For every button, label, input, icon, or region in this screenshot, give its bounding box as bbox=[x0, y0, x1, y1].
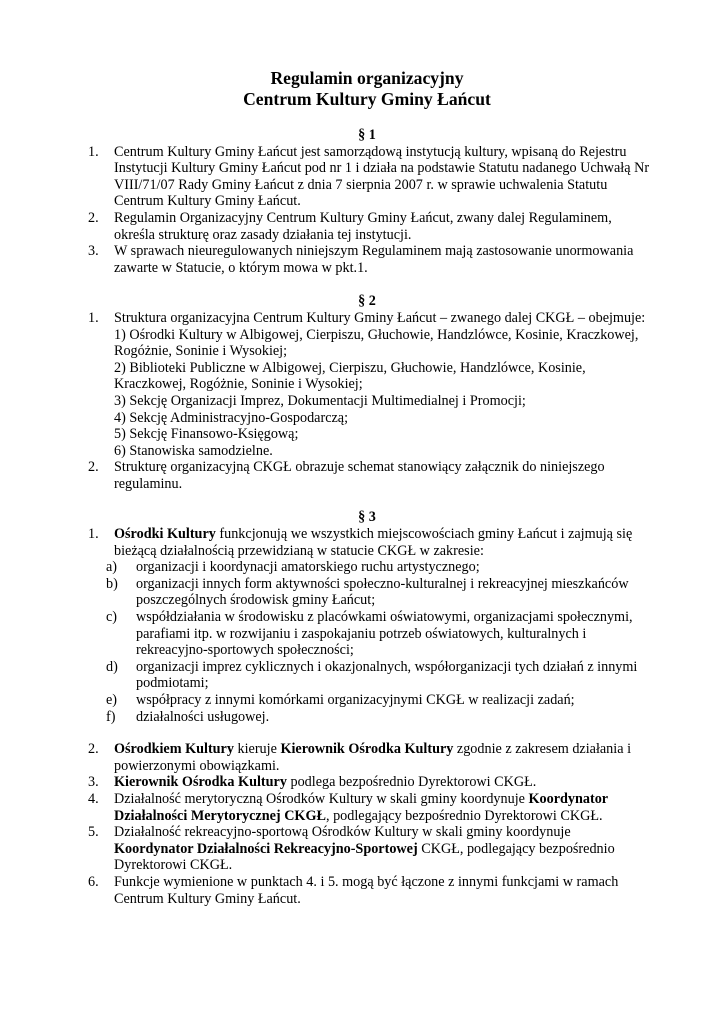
s2-item-1-number: 1. bbox=[88, 309, 99, 326]
s3-item-3-bold: Kierownik Ośrodka Kultury bbox=[114, 774, 287, 791]
s1-item-3 bbox=[88, 243, 652, 276]
s1-item-3-text: W sprawach nieuregulowanych niniejszym Regulaminem mają zastosowanie unormowania zawarte w Statucie, o którym mowa w pkt.1. bbox=[114, 243, 634, 276]
s3-letter-a-text: organizacji i koordynacji amatorskiego ruchu artystycznego; bbox=[136, 559, 480, 576]
s3-item-2-bold-2: Kierownik Ośrodka Kultury bbox=[280, 741, 454, 758]
s3-item-4-text-2: , podlegający bezpośrednio Dyrektorowi CKGŁ. bbox=[325, 807, 603, 824]
s2-sub-2: 2) Biblioteki Publiczne w Albigowej, Cierpiszu, Głuchowie, Handzlówce, Kosinie, Kraczkowej, Rogóżnie, Soninie i Wysokiej; bbox=[114, 359, 586, 393]
s3-item-4-bold: Koordynator Działalności Merytorycznej CKGŁ bbox=[114, 790, 608, 824]
s3-letter-e-text: współpracy z innymi komórkami organizacyjnymi CKGŁ w realizacji zadań; bbox=[136, 692, 575, 708]
s2-sub-5: 5) Sekcję Finansowo-Księgową; bbox=[114, 426, 299, 443]
s1-item-3-number: 3. bbox=[88, 243, 99, 260]
s3-letter-f bbox=[88, 709, 652, 726]
s3-item-3-text: podlega bezpośrednio Dyrektorowi CKGŁ. bbox=[286, 774, 537, 791]
s3-item-4 bbox=[88, 791, 652, 824]
s2-item-2-text: Strukturę organizacyjną CKGŁ obrazuje schemat stanowiący załącznik do niniejszego regulaminu. bbox=[114, 459, 605, 492]
s3-item-5-text-2: CKGŁ, podlegający bezpośrednio Dyrektorowi CKGŁ. bbox=[114, 840, 615, 874]
s3-item-6-number: 6. bbox=[88, 873, 99, 890]
s3-letter-e bbox=[88, 692, 652, 709]
s1-item-1-number: 1. bbox=[88, 143, 99, 160]
s2-sub-4: 4) Sekcję Administracyjno-Gospodarczą; bbox=[114, 409, 349, 426]
document-title bbox=[82, 68, 652, 110]
title-line-2: Centrum Kultury Gminy Łańcut bbox=[243, 89, 491, 109]
s3-item-5-text-1: Działalność rekreacyjno-sportową Ośrodków Kultury w skali gminy koordynuje bbox=[114, 824, 571, 841]
s3-item-2-number: 2. bbox=[88, 741, 99, 758]
s2-item-1 bbox=[88, 310, 652, 459]
s3-item-2-text-1: kieruje bbox=[233, 741, 281, 758]
s3-letter-b-marker: b) bbox=[106, 575, 118, 592]
s3-letter-c bbox=[88, 609, 652, 659]
s3-item-5-bold: Koordynator Działalności Rekreacyjno-Sportowej bbox=[114, 840, 418, 857]
section-1-heading: § 1 bbox=[358, 127, 376, 143]
s3-item-5-number: 5. bbox=[88, 824, 99, 841]
s3-item-1-text: funkcjonują we wszystkich miejscowościach gminy Łańcut i zajmują się bieżącą działalnością przewidzianą w statucie CKGŁ w zakresie: bbox=[114, 526, 633, 559]
s3-item-6-text: Funkcje wymienione w punktach 4. i 5. mogą być łączone z innymi funkcjami w ramach Centrum Kultury Gminy Łańcut. bbox=[114, 873, 619, 907]
s1-item-1-text: Centrum Kultury Gminy Łańcut jest samorządową instytucją kultury, wpisaną do Rejestru Instytucji Kultury Gminy Łańcut pod nr 1 i działa na podstawie Statutu nadanego Uchwałą Nr VIII/71/07 Rady Gminy Łańcut z dnia 7 sierpnia 2007 r. w sprawie uchwalenia Statutu Centrum Kultury Gminy Łańcut. bbox=[114, 143, 650, 210]
s3-item-6 bbox=[88, 874, 652, 907]
s3-item-4-text-1: Działalność merytoryczną Ośrodków Kultury w skali gminy koordynuje bbox=[114, 790, 529, 807]
s3-letter-f-text: działalności usługowej. bbox=[136, 708, 270, 725]
s3-item-1-bold: Ośrodki Kultury bbox=[114, 526, 216, 543]
s3-letter-b bbox=[88, 576, 652, 609]
s3-item-1 bbox=[88, 526, 652, 559]
s1-item-2-number: 2. bbox=[88, 209, 99, 226]
s3-letter-d-text: organizacji imprez cyklicznych i okazjonalnych, współorganizacji tych działań z innymi podmiotami; bbox=[136, 658, 638, 692]
s3-item-5 bbox=[88, 824, 652, 874]
s1-item-1 bbox=[88, 144, 652, 210]
s2-item-2 bbox=[88, 459, 652, 492]
s2-item-1-intro: Struktura organizacyjna Centrum Kultury Gminy Łańcut – zwanego dalej CKGŁ – obejmuje: bbox=[114, 309, 646, 326]
s3-letter-d bbox=[88, 659, 652, 692]
s3-letter-a-marker: a) bbox=[106, 559, 118, 576]
s3-letter-e-marker: e) bbox=[106, 692, 118, 708]
title-line-1: Regulamin organizacyjny bbox=[270, 68, 464, 88]
s3-item-3 bbox=[88, 774, 652, 791]
s1-item-2 bbox=[88, 210, 652, 243]
section-2-heading: § 2 bbox=[358, 293, 376, 310]
s3-item-2-text-2: zgodnie z zakresem działania i powierzonymi obowiązkami. bbox=[114, 741, 632, 774]
s2-sub-6: 6) Stanowiska samodzielne. bbox=[114, 442, 273, 459]
s3-letter-c-marker: c) bbox=[106, 609, 118, 626]
s3-item-4-number: 4. bbox=[88, 790, 99, 807]
s1-item-2-text: Regulamin Organizacyjny Centrum Kultury Gminy Łańcut, zwany dalej Regulaminem, określa strukturę oraz zasady działania tej instytucji. bbox=[114, 209, 612, 243]
s3-item-3-number: 3. bbox=[88, 774, 99, 791]
s2-sub-3: 3) Sekcję Organizacji Imprez, Dokumentacji Multimedialnej i Promocji; bbox=[114, 392, 526, 409]
s3-letter-c-text: współdziałania w środowisku z placówkami oświatowymi, organizacjami społecznymi, parafiami itp. w rozwijaniu i zaspokajaniu potrzeb oświatowych, kulturalnych i rekreacyjno-sportowych społeczności; bbox=[136, 609, 633, 659]
s2-item-2-number: 2. bbox=[88, 459, 99, 476]
paragraph-gap bbox=[88, 725, 652, 741]
s3-letter-f-marker: f) bbox=[106, 708, 116, 725]
s3-item-2 bbox=[88, 741, 652, 774]
section-3-heading: § 3 bbox=[358, 509, 376, 526]
s3-letter-b-text: organizacji innych form aktywności społeczno-kulturalnej i rekreacyjnej mieszkańców poszczególnych środowisk gminy Łańcut; bbox=[136, 575, 629, 609]
s3-item-2-bold-1: Ośrodkiem Kultury bbox=[114, 741, 234, 758]
s3-letter-a bbox=[88, 559, 652, 576]
s2-sub-1: 1) Ośrodki Kultury w Albigowej, Cierpiszu, Głuchowie, Handzlówce, Kosinie, Kraczkowej, Rogóżnie, Soninie i Wysokiej; bbox=[114, 326, 639, 360]
s3-letter-d-marker: d) bbox=[106, 658, 118, 675]
s3-item-1-number: 1. bbox=[88, 526, 99, 543]
